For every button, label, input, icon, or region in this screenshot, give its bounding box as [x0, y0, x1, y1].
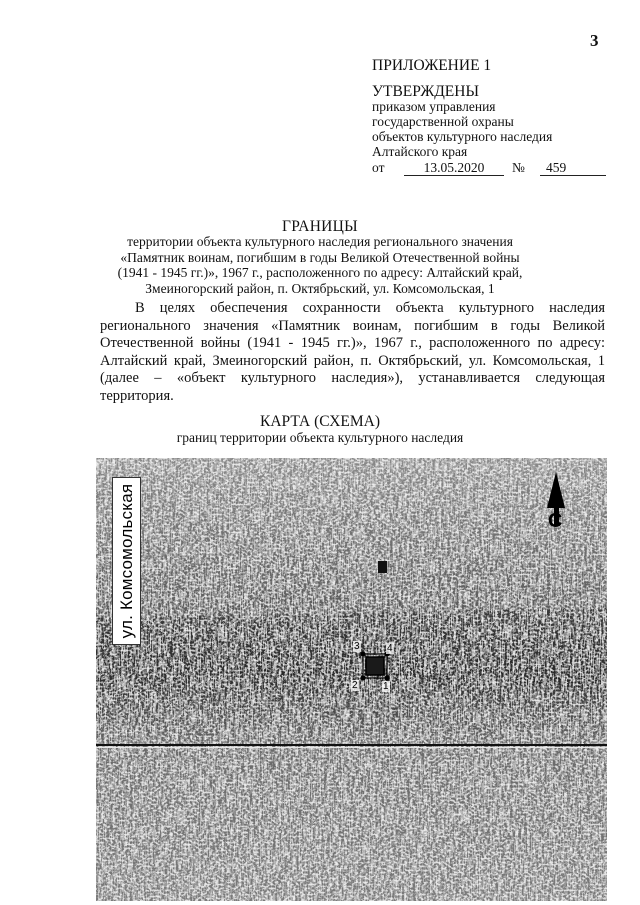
point-label: 2 [352, 680, 358, 691]
approved-label: УТВЕРЖДЕНЫ [372, 83, 479, 100]
from-label: от [372, 160, 385, 175]
approval-line: Алтайского края [372, 144, 468, 159]
subtitle-line: (1941 - 1945 гг.)», 1967 г., расположенного по адресу: Алтайский край, [117, 265, 523, 280]
point-label: 3 [354, 641, 360, 652]
body-paragraph: В целях обеспечения сохранности объекта культурного наследия регионального значения «Памятник воинам, погибшим в годы Великой Отечественной войны (1941 - 1945 гг.)», 1967 г., расположенного по адресу: Алтайский край, Змеиногорский район, п. Октябрьский, ул. Комсомольская, 1 (далее – «объект культурного наследия»), устанавливается следующая территория. [100, 300, 605, 404]
order-number: 459 [540, 160, 606, 176]
subtitle-line: Змеиногорский район, п. Октябрьский, ул. Комсомольская, 1 [145, 280, 495, 296]
approval-line: приказом управления [372, 99, 496, 114]
point-label: 1 [383, 681, 389, 692]
north-letter: С [548, 510, 563, 532]
approval-line: объектов культурного наследия [372, 129, 553, 144]
document-subtitle [80, 234, 560, 296]
map-title: КАРТА (СХЕМА) [259, 413, 380, 430]
map-subtitle: границ территории объекта культурного наследия [176, 430, 464, 445]
subtitle-line: территории объекта культурного наследия регионального значения [127, 234, 513, 249]
point-label: 4 [387, 643, 393, 654]
order-date: 13.05.2020 [404, 160, 504, 176]
appendix-label: ПРИЛОЖЕНИЕ 1 [372, 57, 492, 74]
subtitle-line: «Памятник воинам, погибшим в годы Великой Отечественной войны [120, 249, 520, 265]
approval-block [372, 58, 612, 180]
number-sign: № [512, 160, 525, 175]
page-number: 3 [590, 31, 599, 50]
order-line [372, 160, 612, 180]
approval-line: государственной охраны [372, 114, 514, 129]
map-image [96, 458, 607, 901]
document-title: ГРАНИЦЫ [282, 218, 358, 235]
street-label: ул. Комсомольская [112, 477, 141, 645]
